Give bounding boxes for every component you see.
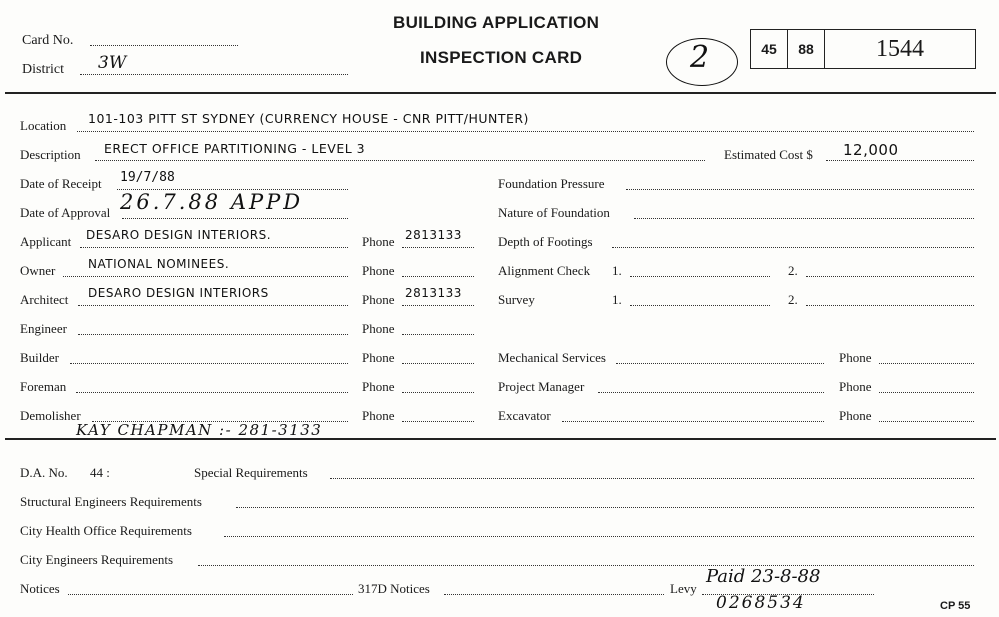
- contact-note: KAY CHAPMAN :- 281-3133: [76, 421, 323, 439]
- builder-line[interactable]: [70, 363, 348, 364]
- excavator-phone-line[interactable]: [879, 421, 974, 422]
- levy-value: Paid 23-8-88: [706, 566, 821, 587]
- date-receipt-value: 19/7/88: [120, 170, 175, 185]
- applicant-phone-label: Phone: [362, 234, 395, 249]
- special-req-line[interactable]: [330, 478, 974, 479]
- receipt-number: 0268534: [716, 593, 806, 613]
- depth-footings-line[interactable]: [612, 247, 974, 248]
- applicant-phone-line[interactable]: [402, 247, 474, 248]
- survey-num-2: 2.: [788, 292, 798, 307]
- mechanical-phone-line[interactable]: [879, 363, 974, 364]
- mechanical-phone-label: Phone: [839, 350, 872, 365]
- owner-line[interactable]: [63, 276, 348, 277]
- excavator-line[interactable]: [562, 421, 824, 422]
- nature-foundation-line[interactable]: [634, 218, 974, 219]
- location-line[interactable]: [77, 131, 974, 132]
- excavator-phone-label: Phone: [839, 408, 872, 423]
- notices-317d-line[interactable]: [444, 594, 664, 595]
- builder-label: Builder: [20, 350, 59, 365]
- foreman-label: Foreman: [20, 379, 67, 394]
- alignment-line-2[interactable]: [806, 276, 974, 277]
- architect-phone-label: Phone: [362, 292, 395, 307]
- middle-divider: [5, 438, 996, 440]
- da-no-value: 44 :: [90, 465, 110, 480]
- date-approval-value: 26.7.88 APPD: [120, 190, 304, 214]
- nature-foundation-label: Nature of Foundation: [498, 205, 610, 220]
- health-line[interactable]: [224, 536, 974, 537]
- district-label: District: [22, 62, 64, 77]
- box-a: 45: [750, 29, 788, 69]
- location-value: 101-103 PITT ST SYDNEY (CURRENCY HOUSE - CNR PITT/HUNTER): [88, 111, 529, 126]
- city-eng-line[interactable]: [198, 565, 974, 566]
- owner-phone-label: Phone: [362, 263, 395, 278]
- box-c: 1544: [824, 29, 976, 69]
- description-label: Description: [20, 147, 81, 162]
- demolisher-phone-line[interactable]: [402, 421, 474, 422]
- special-req-label: Special Requirements: [194, 465, 308, 480]
- notices-317d-label: 317D Notices: [358, 581, 430, 596]
- project-manager-phone-label: Phone: [839, 379, 872, 394]
- date-approval-label: Date of Approval: [20, 205, 111, 220]
- project-manager-label: Project Manager: [498, 379, 585, 394]
- survey-num-1: 1.: [612, 292, 622, 307]
- project-manager-phone-line[interactable]: [879, 392, 974, 393]
- owner-phone-line[interactable]: [402, 276, 474, 277]
- alignment-num-1: 1.: [612, 263, 622, 278]
- description-line[interactable]: [95, 160, 705, 161]
- foreman-phone-line[interactable]: [402, 392, 474, 393]
- alignment-check-label: Alignment Check: [498, 263, 591, 278]
- applicant-phone-value: 2813133: [405, 228, 462, 242]
- title-line1: BUILDING APPLICATION: [393, 13, 600, 32]
- card-no-line[interactable]: [90, 45, 238, 46]
- structural-label: Structural Engineers Requirements: [20, 494, 202, 509]
- health-label: City Health Office Requirements: [20, 523, 192, 538]
- foundation-pressure-label: Foundation Pressure: [498, 176, 605, 191]
- district-line[interactable]: [80, 74, 348, 75]
- architect-phone-line[interactable]: [402, 305, 474, 306]
- engineer-phone-label: Phone: [362, 321, 395, 336]
- project-manager-line[interactable]: [598, 392, 824, 393]
- survey-line-1[interactable]: [630, 305, 770, 306]
- estimated-cost-line[interactable]: [826, 160, 974, 161]
- circled-number: 2: [690, 40, 710, 75]
- architect-phone-value: 2813133: [405, 286, 462, 300]
- excavator-label: Excavator: [498, 408, 551, 423]
- depth-footings-label: Depth of Footings: [498, 234, 593, 249]
- alignment-line-1[interactable]: [630, 276, 770, 277]
- builder-phone-line[interactable]: [402, 363, 474, 364]
- estimated-cost-value: 12,000: [843, 141, 899, 159]
- notices-label: Notices: [20, 581, 60, 596]
- engineer-line[interactable]: [78, 334, 348, 335]
- applicant-label: Applicant: [20, 234, 72, 249]
- date-receipt-label: Date of Receipt: [20, 176, 102, 191]
- date-approval-line[interactable]: [122, 218, 348, 219]
- applicant-line[interactable]: [80, 247, 348, 248]
- da-no-label: D.A. No.: [20, 465, 68, 480]
- card-no-label: Card No.: [22, 33, 74, 48]
- owner-label: Owner: [20, 263, 56, 278]
- survey-label: Survey: [498, 292, 535, 307]
- mechanical-label: Mechanical Services: [498, 350, 606, 365]
- location-label: Location: [20, 118, 67, 133]
- foundation-pressure-line[interactable]: [626, 189, 974, 190]
- engineer-label: Engineer: [20, 321, 67, 336]
- estimated-cost-label: Estimated Cost $: [724, 147, 813, 162]
- district-value: 3W: [98, 53, 127, 73]
- architect-line[interactable]: [78, 305, 348, 306]
- title-line2: INSPECTION CARD: [420, 48, 583, 67]
- owner-value: NATIONAL NOMINEES.: [88, 257, 230, 271]
- engineer-phone-line[interactable]: [402, 334, 474, 335]
- architect-label: Architect: [20, 292, 69, 307]
- survey-line-2[interactable]: [806, 305, 974, 306]
- header-divider: [5, 92, 996, 94]
- structural-line[interactable]: [236, 507, 974, 508]
- form-code: CP 55: [940, 600, 971, 612]
- levy-label: Levy: [670, 581, 697, 596]
- notices-line[interactable]: [68, 594, 353, 595]
- applicant-value: DESARO DESIGN INTERIORS.: [86, 228, 272, 242]
- builder-phone-label: Phone: [362, 350, 395, 365]
- box-b: 88: [787, 29, 825, 69]
- mechanical-line[interactable]: [616, 363, 824, 364]
- foreman-phone-label: Phone: [362, 379, 395, 394]
- demolisher-label: Demolisher: [20, 408, 81, 423]
- alignment-num-2: 2.: [788, 263, 798, 278]
- description-value: ERECT OFFICE PARTITIONING - LEVEL 3: [104, 141, 366, 156]
- city-eng-label: City Engineers Requirements: [20, 552, 174, 567]
- foreman-line[interactable]: [76, 392, 348, 393]
- architect-value: DESARO DESIGN INTERIORS: [88, 286, 269, 300]
- demolisher-phone-label: Phone: [362, 408, 395, 423]
